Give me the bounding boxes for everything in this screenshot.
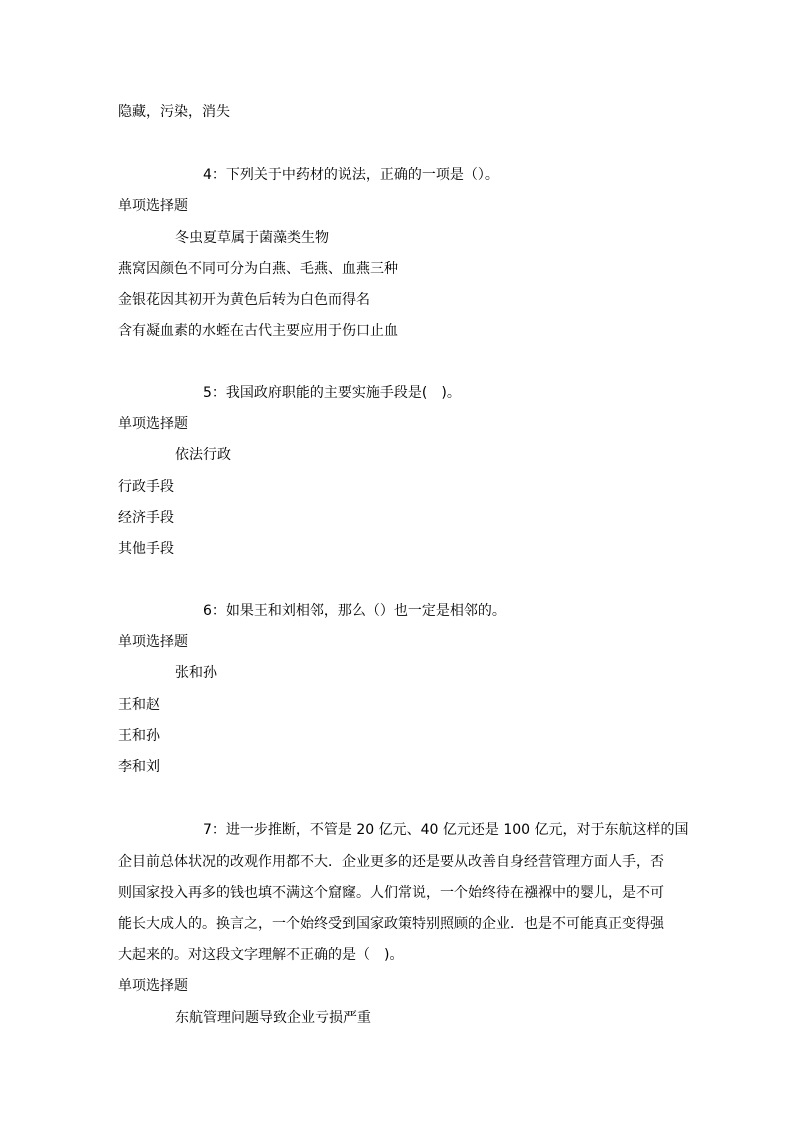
question-title-line: 能长大成人的。换言之，一个始终受到国家政策特别照顾的企业．也是不可能真正变得强 (118, 916, 664, 932)
option: 金银花因其初开为黄色后转为白色而得名 (118, 292, 370, 308)
question-title-line: 则国家投入再多的钱也填不满这个窟窿。人们常说，一个始终待在襁褓中的婴儿，是不可 (118, 885, 664, 901)
option: 冬虫夏草属于菌藻类生物 (175, 230, 329, 246)
previous-answer-tail: 隐藏，污染，消失 (118, 104, 230, 120)
question-type: 单项选择题 (118, 416, 188, 432)
question-title-line: 企目前总体状况的改观作用都不大．企业更多的还是要从改善自身经营管理方面人手，否 (118, 854, 664, 870)
option: 张和孙 (175, 665, 217, 681)
option: 东航管理问题导致企业亏损严重 (175, 1010, 371, 1026)
option: 其他手段 (118, 541, 174, 557)
option: 依法行政 (175, 447, 231, 463)
option: 王和孙 (118, 728, 160, 744)
option: 燕窝因颜色不同可分为白燕、毛燕、血燕三种 (118, 261, 398, 277)
question-type: 单项选择题 (118, 978, 188, 994)
option: 李和刘 (118, 759, 160, 775)
option: 行政手段 (118, 479, 174, 495)
question-type: 单项选择题 (118, 634, 188, 650)
question-title: 4：下列关于中药材的说法，正确的一项是（）。 (203, 167, 499, 183)
option: 王和赵 (118, 697, 160, 713)
question-title: 5：我国政府职能的主要实施手段是( )。 (203, 385, 461, 401)
question-type: 单项选择题 (118, 198, 188, 214)
question-title-line: 大起来的。对这段文字理解不正确的是（ )。 (118, 947, 404, 963)
option: 含有凝血素的水蛭在古代主要应用于伤口止血 (118, 323, 398, 339)
option: 经济手段 (118, 510, 174, 526)
question-title: 6：如果王和刘相邻，那么（）也一定是相邻的。 (203, 603, 506, 619)
question-title-line: 7：进一步推断，不管是 20 亿元、40 亿元还是 100 亿元，对于东航这样的国 (203, 822, 689, 838)
